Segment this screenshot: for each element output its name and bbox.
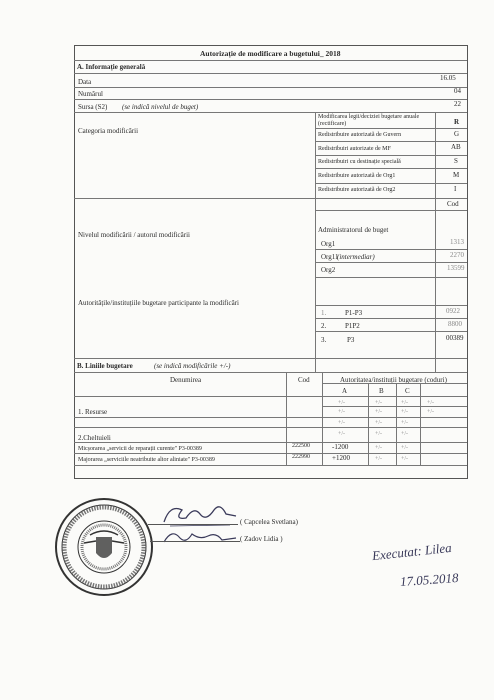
pm-cell: +/- [338,409,346,415]
pm-cell: +/- [338,420,346,426]
pm-cell: +/- [375,431,383,437]
org11-value: 2270 [450,251,464,259]
section-b-note: (se indică modificările +/-) [154,362,231,370]
pm-cell: +/- [375,409,383,415]
org11-label: Org11 [321,253,339,261]
pm-cell: +/- [401,409,409,415]
section-b-title: B. Liniile bugetare [77,362,133,370]
category-label: Categoria modificării [78,127,139,135]
category-option-g: Redistribuire autorizată de Guvern [318,132,402,138]
row-majorarea-cod: 222990 [292,454,310,460]
section-a-title: A. Informație generală [77,63,146,71]
signature-2-name: ( Zadov Lidia ) [240,535,283,543]
col-letter-c: C [405,387,410,395]
category-option-r: Modificarea legii/deciziei bugetare anuale (rectificare) [318,114,420,127]
pm-cell: +/- [375,456,383,462]
date-handwritten: 17.05.2018 [399,569,459,590]
col-aut: Autoritatea/instituții bugetare (coduri) [340,376,447,384]
cod-header: Cod [447,200,459,208]
auth-row-3-code: 00389 [446,334,464,342]
auth-row-3-name: P3 [347,336,355,344]
auth-row-1-n: 1. [321,309,327,317]
pm-cell: +/- [401,456,409,462]
auth-row-2-n: 2. [321,322,327,330]
col-denumirea: Denumirea [170,376,202,384]
pm-cell: +/- [401,445,409,451]
number-value: 04 [454,87,461,95]
category-code-m: M [453,171,460,179]
auth-row-2-code: 8800 [448,320,462,328]
signature-1-name: ( Capcelea Svetlana) [240,518,298,526]
auth-row-1-code: 0922 [446,307,460,315]
category-code-s: S [454,157,458,165]
row-majorarea-label: Majorarea „serviciile neatribuite altor aliniate" P3-00389 [78,457,215,463]
category-option-i: Redistribuire autorizată de Org2 [318,187,396,193]
pm-cell: +/- [427,400,435,406]
category-option-s: Redistribuiri cu destinație specială [318,159,401,165]
auth-row-3-n: 3. [321,336,327,344]
row-micsorarea-cod: 222500 [292,443,310,449]
pm-cell: +/- [375,420,383,426]
auth-row-2-name: P1P2 [345,322,360,330]
org1-label: Org1 [321,240,336,248]
pm-cell: +/- [375,445,383,451]
page-title: Autorizație de modificare a bugetului_ 2018 [200,49,341,58]
col-cod: Cod [298,376,310,384]
row-resurse-label: 1. Resurse [78,408,108,416]
category-option-ab: Redistribuiri autorizate de MF [318,146,391,152]
org2-value: 13599 [447,264,465,272]
source-note: (se indică nivelul de buget) [122,103,199,111]
row-cheltuieli-label: 2.Cheltuieli [78,434,111,442]
official-seal [54,497,154,597]
pm-cell: +/- [401,431,409,437]
category-code-ab: AB [451,143,461,151]
org1-value: 1313 [450,238,464,246]
category-option-m: Redistribuire autorizată de Org1 [318,173,396,179]
source-label: Sursa (S2) [78,103,108,111]
col-letter-a: A [342,387,348,395]
signature-2-scribble [160,526,240,548]
level-label: Nivelul modificării / autorul modificării [78,231,190,239]
category-code-i: I [454,185,457,193]
pm-cell: +/- [401,420,409,426]
category-code-r: R [454,118,460,126]
source-value: 22 [454,100,461,108]
pm-cell: +/- [338,400,346,406]
authorities-label: Autoritățile/instituțiile bugetare participante la modificări [78,299,239,307]
pm-cell: +/- [338,431,346,437]
pm-cell: +/- [401,400,409,406]
date-label: Data [78,78,92,86]
executor-handwritten: Executat: Lilea [371,539,453,564]
number-label: Numărul [78,90,103,98]
admin-label: Administratorul de buget [318,226,389,234]
pm-cell: +/- [375,400,383,406]
date-value: 16.05 [440,74,456,82]
row-micsorarea-label: Micșorarea „servicii de reparații curente" P3-00389 [78,446,202,452]
row-micsorarea-a: -1200 [332,443,349,451]
col-letter-b: B [379,387,384,395]
auth-row-1-name: P1-P3 [345,309,363,317]
org2-label: Org2 [321,266,336,274]
category-code-g: G [454,130,460,138]
org11-note: (intermediar) [337,253,375,261]
row-majorarea-a: +1200 [332,454,350,462]
pm-cell: +/- [427,409,435,415]
